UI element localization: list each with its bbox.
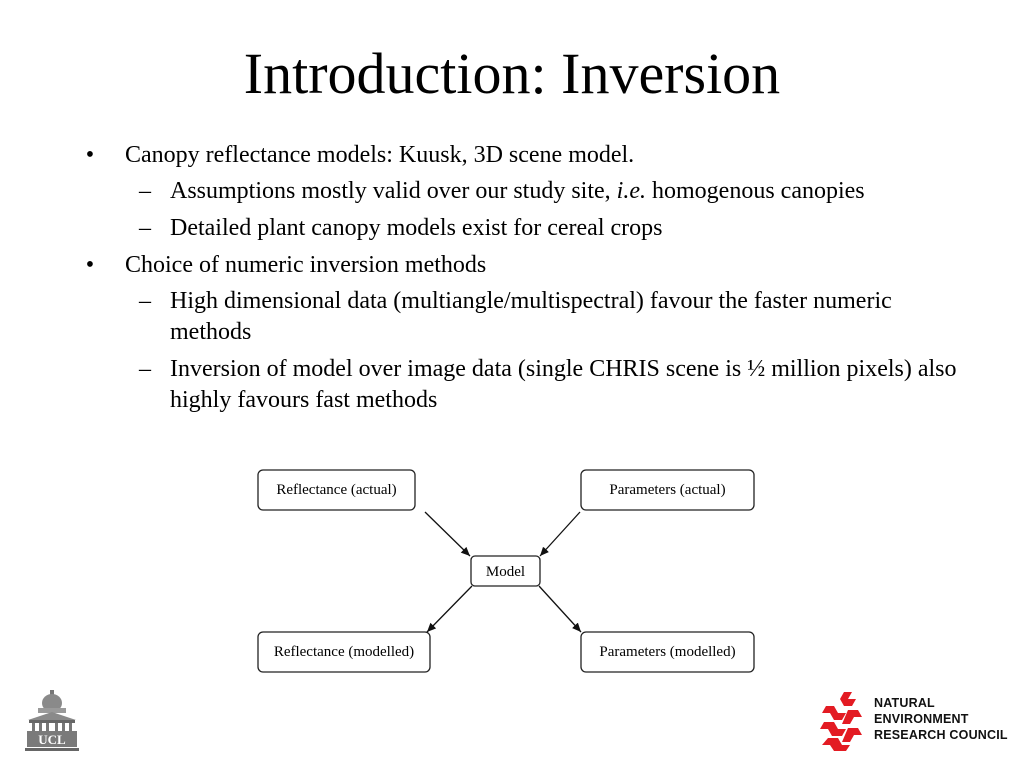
nerc-logo-text xyxy=(874,695,1008,743)
inversion-diagram xyxy=(250,462,770,682)
node-parameters-modelled xyxy=(581,632,754,672)
sub-bullet-item xyxy=(125,213,960,244)
sub-bullet-marker: – xyxy=(139,215,151,241)
sub-bullet-text: Detailed plant canopy models exist for cereal crops xyxy=(170,215,663,241)
node-label-reflectance-modelled: Reflectance (modelled) xyxy=(273,644,415,660)
nerc-line: RESEARCH COUNCIL xyxy=(874,728,1008,742)
sub-bullet-item xyxy=(125,176,960,207)
sub-bullet-item xyxy=(125,286,960,348)
arrow-model-to-reflectance-modelled xyxy=(427,586,472,632)
bullet-text: Choice of numeric inversion methods xyxy=(125,252,487,278)
nerc-line: ENVIRONMENT xyxy=(874,712,969,726)
arrow-reflectance-actual-to-model xyxy=(425,512,470,556)
nerc-logo-mark xyxy=(818,690,868,752)
node-label-model: Model xyxy=(485,564,526,580)
sub-bullet-marker: – xyxy=(139,288,151,314)
ucl-logo-text: UCL xyxy=(38,732,66,747)
bullet-list xyxy=(80,140,960,422)
sub-bullet-item xyxy=(125,354,960,416)
bullet-item xyxy=(80,250,960,281)
arrow-model-to-parameters-modelled xyxy=(539,586,581,632)
node-reflectance-modelled xyxy=(258,632,430,672)
ucl-logo xyxy=(24,690,80,754)
node-parameters-actual xyxy=(581,470,754,510)
bullet-item xyxy=(80,140,960,171)
node-reflectance-actual xyxy=(258,470,415,510)
sub-bullet-text: Assumptions mostly valid over our study site, xyxy=(170,178,617,204)
bullet-marker: • xyxy=(85,142,95,168)
bullet-text: Canopy reflectance models: Kuusk, 3D scene model. xyxy=(125,142,635,168)
nerc-logo xyxy=(818,690,1008,752)
arrow-parameters-actual-to-model xyxy=(540,512,580,556)
nerc-line: NATURAL xyxy=(874,696,935,710)
sub-bullet-text-after: homogenous canopies xyxy=(646,178,865,204)
sub-bullet-marker: – xyxy=(139,178,151,204)
sub-bullet-text: High dimensional data (multiangle/multispectral) favour the faster numeric methods xyxy=(170,288,892,345)
sub-bullet-text: Inversion of model over image data (single CHRIS scene is ½ million pixels) also highly favours fast methods xyxy=(170,356,957,413)
node-model xyxy=(471,556,540,586)
node-label-parameters-modelled: Parameters (modelled) xyxy=(599,644,736,660)
node-label-reflectance-actual: Reflectance (actual) xyxy=(276,482,397,498)
bullet-marker: • xyxy=(85,252,95,278)
sub-bullet-marker: – xyxy=(139,356,151,382)
sub-bullet-italic: i.e. xyxy=(616,178,646,204)
node-label-parameters-actual: Parameters (actual) xyxy=(609,482,726,498)
slide-title: Introduction: Inversion xyxy=(243,41,781,106)
